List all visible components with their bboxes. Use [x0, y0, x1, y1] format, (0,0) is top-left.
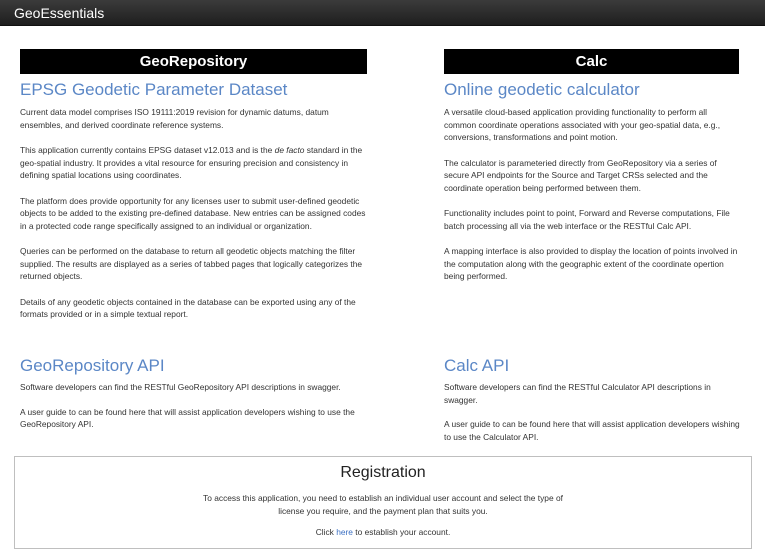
registration-text: To access this application, you need to establish an individual user account and select the type of license you require, and the payment plan that suits you.: [203, 493, 563, 516]
georepository-section: [20, 49, 367, 321]
calc-paragraph-3: Functionality includes point to point, Forward and Reverse computations, File batch processing all via the web interface or the RESTful Calc API.: [444, 208, 730, 231]
calc-paragraph-4: A mapping interface is also provided to display the location of points involved in the computation along with the geographic extent of the coordinate opertion being performed.: [444, 246, 738, 281]
geo-paragraph-1: Current data model comprises ISO 19111:2019 revision for dynamic datums, datum ensembles, and derived coordinate reference systems.: [20, 107, 329, 130]
calculator-heading: Online geodetic calculator: [444, 80, 640, 99]
geo-api-paragraph-1: Software developers can find the RESTful GeoRepository API descriptions in swagger.: [20, 382, 341, 392]
registration-click-line: [15, 526, 751, 539]
calc-api-section: [444, 356, 742, 443]
register-here-link[interactable]: here: [336, 527, 353, 537]
top-navbar: [0, 0, 765, 26]
georepository-badge: GeoRepository: [20, 49, 367, 74]
brand-link[interactable]: GeoEssentials: [14, 5, 105, 21]
calc-api-heading: Calc API: [444, 356, 510, 375]
georepository-api-heading: GeoRepository API: [20, 356, 165, 375]
calc-paragraph-1: A versatile cloud-based application providing functionality to perform all common coordinate operations associated with your geo-spatial data, e.g., conversions, transformations and point motion.: [444, 107, 721, 142]
calc-section: [444, 49, 739, 283]
calc-api-paragraph-2: A user guide to can be found here that will assist application developers wishing to use the Calculator API.: [444, 419, 740, 442]
calc-badge: Calc: [444, 49, 739, 74]
registration-title: Registration: [340, 464, 426, 481]
geo-p2-emphasis: de facto: [274, 145, 305, 155]
calc-paragraph-2: The calculator is parameteried directly from GeoRepository via a series of secure API endpoints for the Source and Target CRSs selected and the coordinate operation being performed between them.: [444, 157, 717, 193]
geo-api-paragraph-2: A user guide to can be found here that will assist application developers wishing to use the GeoRepository API.: [20, 406, 355, 429]
calc-api-paragraph-1: Software developers can find the RESTful Calculator API descriptions in swagger.: [444, 382, 711, 405]
click-prefix: Click: [315, 527, 337, 537]
geo-paragraph-3: The platform does provide opportunity for any licenses user to submit user-defined geodetic objects to be added to the existing pre-defined database. New entries can be assigned codes in a protected code range specifically assigned to an individual or organization.: [20, 195, 366, 231]
click-suffix: to establish your account.: [352, 527, 451, 537]
georepository-api-section: [20, 356, 367, 431]
geo-paragraph-2: [20, 144, 367, 182]
epsg-heading: EPSG Geodetic Parameter Dataset: [20, 80, 288, 99]
registration-panel: [14, 456, 752, 549]
geo-paragraph-5: Details of any geodetic objects contained in the database can be exported using any of the formats provided or in a simple textual report.: [20, 296, 356, 319]
geo-p2-text-b: standard in the geo-spatial industry. It provides a vital resource for ensuring precision and consistency in defining spatial locations using coordinates.: [20, 145, 363, 180]
geo-paragraph-4: Queries can be performed on the database to return all geodetic objects matching the filter supplied. The results are displayed as a series of tabbed pages that logically categorizes the returned objects.: [20, 246, 363, 281]
geo-p2-text-a: This application currently contains EPSG dataset v12.013 and is the: [20, 145, 275, 155]
